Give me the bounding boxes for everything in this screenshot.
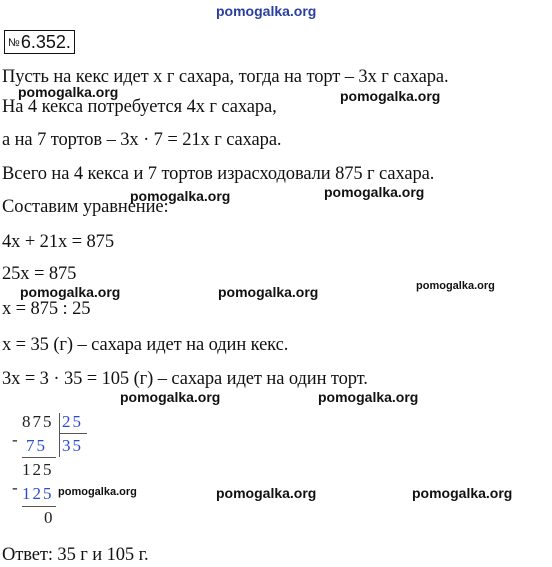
divisor: 25 (62, 412, 83, 431)
equation-5: 3x = 3 · 35 = 105 (г) – сахара идет на один торт. (2, 369, 368, 389)
underline-2 (22, 506, 56, 507)
watermark: pomogalka.org (18, 84, 119, 100)
watermark: pomogalka.org (130, 188, 231, 204)
underline-1 (22, 457, 56, 458)
solution-line-2: На 4 кекса потребуется 4x г сахара, (2, 97, 277, 117)
watermark: pomogalka.org (318, 389, 419, 405)
final-remainder: 0 (44, 508, 55, 527)
solution-line-1: Пусть на кекс идет x г сахара, тогда на торт – 3x г сахара. (2, 67, 449, 87)
subtrahend-2: 125 (22, 484, 54, 503)
solution-line-3: а на 7 тортов – 3x · 7 = 21x г сахара. (2, 130, 282, 150)
number-sign: № (8, 37, 20, 49)
watermark: pomogalka.org (412, 485, 513, 501)
equation-4: x = 35 (г) – сахара идет на один кекс. (2, 335, 289, 355)
dividend: 875 (22, 412, 54, 431)
minus-sign-2: - (12, 478, 20, 497)
task-number-box (4, 30, 75, 54)
watermark: pomogalka.org (324, 184, 425, 200)
watermark: pomogalka.org (216, 485, 317, 501)
remainder-1: 125 (22, 460, 54, 479)
solution-line-4: Всего на 4 кекса и 7 тортов израсходовали 875 г сахара. (2, 164, 435, 184)
division-bar-vertical (59, 413, 60, 457)
answer: Ответ: 35 г и 105 г. (2, 545, 149, 565)
minus-sign-1: - (12, 430, 20, 449)
solution-line-5: Составим уравнение: (2, 197, 169, 217)
watermark: pomogalka.org (120, 389, 221, 405)
watermark: pomogalka.org (218, 284, 319, 300)
watermark: pomogalka.org (416, 280, 495, 292)
watermark: pomogalka.org (340, 88, 441, 104)
division-bar-horizontal (59, 433, 87, 434)
task-number: 6.352. (20, 32, 71, 52)
equation-3: x = 875 : 25 (2, 299, 91, 319)
quotient: 35 (62, 436, 83, 455)
watermark-top: pomogalka.org (216, 3, 317, 19)
equation-1: 4x + 21x = 875 (2, 232, 114, 252)
equation-2: 25x = 875 (2, 264, 77, 284)
watermark: pomogalka.org (58, 486, 137, 498)
watermark: pomogalka.org (20, 284, 121, 300)
subtrahend-1: 75 (26, 436, 47, 455)
